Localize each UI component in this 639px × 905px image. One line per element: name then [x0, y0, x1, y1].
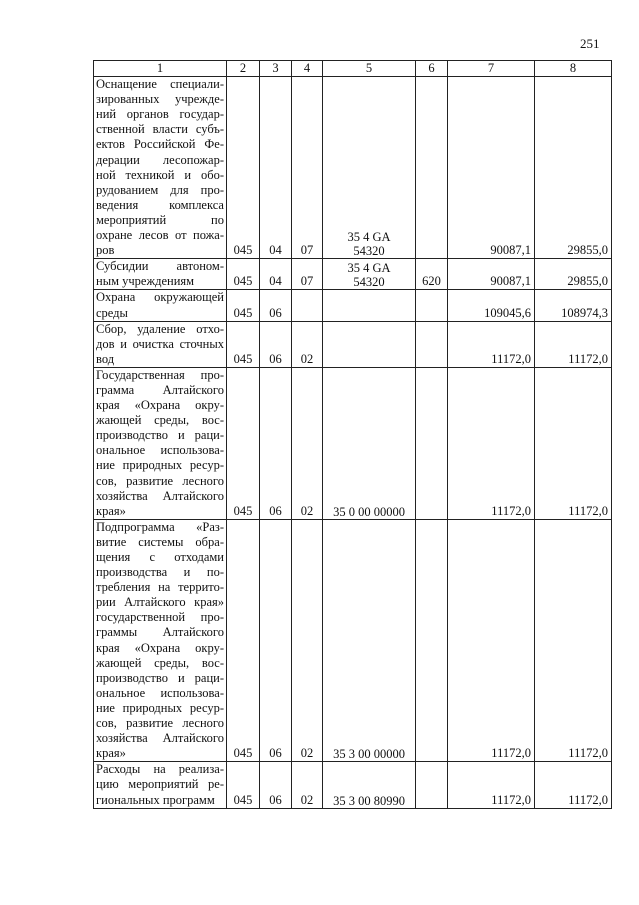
row-name-line: Субсидии автоном- — [96, 259, 224, 274]
expense-type-cell — [416, 77, 448, 259]
header-col-3: 3 — [260, 61, 292, 77]
expense-type-cell — [416, 519, 448, 762]
row-name-line: витие системы обра- — [96, 534, 224, 549]
row-name-cell — [94, 321, 227, 367]
target-article-cell — [323, 290, 416, 321]
row-name-line: ной техникой и обо- — [96, 167, 224, 182]
row-name-line: края» — [96, 746, 126, 761]
admin-code-cell: 045 — [227, 259, 260, 290]
row-name-line: дерации лесопожар- — [96, 152, 224, 167]
target-article-line: 35 4 GA — [347, 230, 391, 245]
row-name-line: края «Охрана окру- — [96, 640, 224, 655]
expense-type-cell — [416, 321, 448, 367]
target-article-cell — [323, 519, 416, 762]
table-row — [94, 367, 612, 519]
row-name-line: жающей среды, вос- — [96, 413, 224, 428]
header-col-7: 7 — [448, 61, 535, 77]
admin-code-cell: 045 — [227, 367, 260, 519]
row-name-line: гиональных программ — [96, 792, 215, 807]
row-name-line: ние природных ресур- — [96, 458, 224, 473]
section-cell: 06 — [260, 321, 292, 367]
target-article-line: 54320 — [353, 275, 385, 290]
target-article-line: 35 3 00 80990 — [333, 793, 405, 808]
target-article-line: 35 4 GA — [347, 261, 391, 276]
target-article-cell — [323, 259, 416, 290]
header-row — [94, 61, 612, 77]
amount-2022-cell: 11172,0 — [448, 762, 535, 808]
target-article-cell — [323, 321, 416, 367]
section-cell: 04 — [260, 259, 292, 290]
header-col-5: 5 — [323, 61, 416, 77]
amount-2023-cell: 29855,0 — [535, 259, 612, 290]
subsection-cell: 02 — [292, 519, 323, 762]
amount-2023-cell: 11172,0 — [535, 367, 612, 519]
expense-type-cell — [416, 762, 448, 808]
header-col-2: 2 — [227, 61, 260, 77]
expense-type-cell — [416, 367, 448, 519]
table-row — [94, 77, 612, 259]
row-name-line: рудованием для про- — [96, 182, 224, 197]
row-name-line: дов и очистка сточных — [96, 336, 224, 351]
row-name-line: вод — [96, 351, 115, 366]
row-name-cell — [94, 762, 227, 808]
amount-2023-cell: 29855,0 — [535, 77, 612, 259]
row-name-line: государственной про- — [96, 610, 224, 625]
subsection-cell: 07 — [292, 259, 323, 290]
expense-type-cell: 620 — [416, 259, 448, 290]
table-row — [94, 259, 612, 290]
row-name-line: ний органов государ- — [96, 107, 224, 122]
header-col-1: 1 — [94, 61, 227, 77]
row-name-line: Государственная про- — [96, 367, 224, 382]
target-article-line: 35 0 00 00000 — [333, 504, 405, 519]
amount-2023-cell: 11172,0 — [535, 321, 612, 367]
header-col-6: 6 — [416, 61, 448, 77]
amount-2022-cell: 109045,6 — [448, 290, 535, 321]
admin-code-cell: 045 — [227, 519, 260, 762]
amount-2022-cell: 11172,0 — [448, 367, 535, 519]
row-name-line: среды — [96, 305, 128, 320]
row-name-line: цию мероприятий ре- — [96, 777, 224, 792]
row-name-line: рии Алтайского края» — [96, 595, 224, 610]
row-name-cell — [94, 519, 227, 762]
row-name-line: мероприятий по — [96, 212, 224, 227]
target-article-cell — [323, 367, 416, 519]
row-name-line: хозяйства Алтайского — [96, 488, 224, 503]
row-name-line: сов, развитие лесного — [96, 716, 224, 731]
row-name-line: ным учреждениям — [96, 274, 195, 289]
section-cell: 06 — [260, 367, 292, 519]
expense-type-cell — [416, 290, 448, 321]
subsection-cell — [292, 290, 323, 321]
amount-2022-cell: 90087,1 — [448, 259, 535, 290]
admin-code-cell: 045 — [227, 77, 260, 259]
row-name-line: охране лесов от пожа- — [96, 228, 224, 243]
row-name-line: производство и раци- — [96, 670, 224, 685]
row-name-line: Оснащение специали- — [96, 77, 224, 92]
table-row — [94, 519, 612, 762]
row-name-line: ектов Российской Фе- — [96, 137, 224, 152]
target-article-line: 54320 — [353, 244, 385, 259]
row-name-cell — [94, 290, 227, 321]
admin-code-cell: 045 — [227, 290, 260, 321]
row-name-line: ональное использова- — [96, 443, 224, 458]
amount-2022-cell: 11172,0 — [448, 519, 535, 762]
row-name-line: края» — [96, 503, 126, 518]
subsection-cell: 07 — [292, 77, 323, 259]
row-name-line: ров — [96, 243, 115, 258]
amount-2023-cell: 11172,0 — [535, 762, 612, 808]
row-name-line: Подпрограмма «Раз- — [96, 519, 224, 534]
subsection-cell: 02 — [292, 762, 323, 808]
admin-code-cell: 045 — [227, 762, 260, 808]
row-name-line: края «Охрана окру- — [96, 398, 224, 413]
budget-table — [93, 60, 612, 809]
row-name-line: щения с отходами — [96, 550, 224, 564]
row-name-line: сов, развитие лесного — [96, 473, 224, 488]
amount-2023-cell: 108974,3 — [535, 290, 612, 321]
admin-code-cell: 045 — [227, 321, 260, 367]
page-number: 251 — [580, 36, 600, 51]
table-row — [94, 290, 612, 321]
section-cell: 06 — [260, 290, 292, 321]
subsection-cell: 02 — [292, 321, 323, 367]
subsection-cell: 02 — [292, 367, 323, 519]
target-article-cell — [323, 762, 416, 808]
target-article-cell — [323, 77, 416, 259]
row-name-line: ональное использова- — [96, 685, 224, 700]
row-name-line: жающей среды, вос- — [96, 655, 224, 670]
amount-2022-cell: 90087,1 — [448, 77, 535, 259]
row-name-line: ние природных ресур- — [96, 700, 224, 715]
section-cell: 04 — [260, 77, 292, 259]
amount-2023-cell: 11172,0 — [535, 519, 612, 762]
table-row — [94, 321, 612, 367]
row-name-line: граммы Алтайского — [96, 625, 224, 640]
row-name-line: требления на террито- — [96, 580, 224, 595]
row-name-line: Охрана окружающей — [96, 290, 224, 305]
row-name-line: ведения комплекса — [96, 197, 224, 212]
row-name-line: производства и по- — [96, 565, 224, 580]
row-name-line: зированных учрежде- — [96, 92, 224, 107]
header-col-8: 8 — [535, 61, 612, 77]
section-cell: 06 — [260, 762, 292, 808]
row-name-line: Расходы на реализа- — [96, 762, 224, 777]
amount-2022-cell: 11172,0 — [448, 321, 535, 367]
row-name-cell — [94, 259, 227, 290]
row-name-line: производство и раци- — [96, 428, 224, 443]
section-cell: 06 — [260, 519, 292, 762]
table-row — [94, 762, 612, 808]
row-name-line: Сбор, удаление отхо- — [96, 321, 224, 336]
row-name-cell — [94, 77, 227, 259]
header-col-4: 4 — [292, 61, 323, 77]
row-name-line: ственной власти субъ- — [96, 122, 224, 137]
target-article-line: 35 3 00 00000 — [333, 747, 405, 762]
row-name-line: хозяйства Алтайского — [96, 731, 224, 746]
row-name-line: грамма Алтайского — [96, 382, 224, 397]
row-name-cell — [94, 367, 227, 519]
